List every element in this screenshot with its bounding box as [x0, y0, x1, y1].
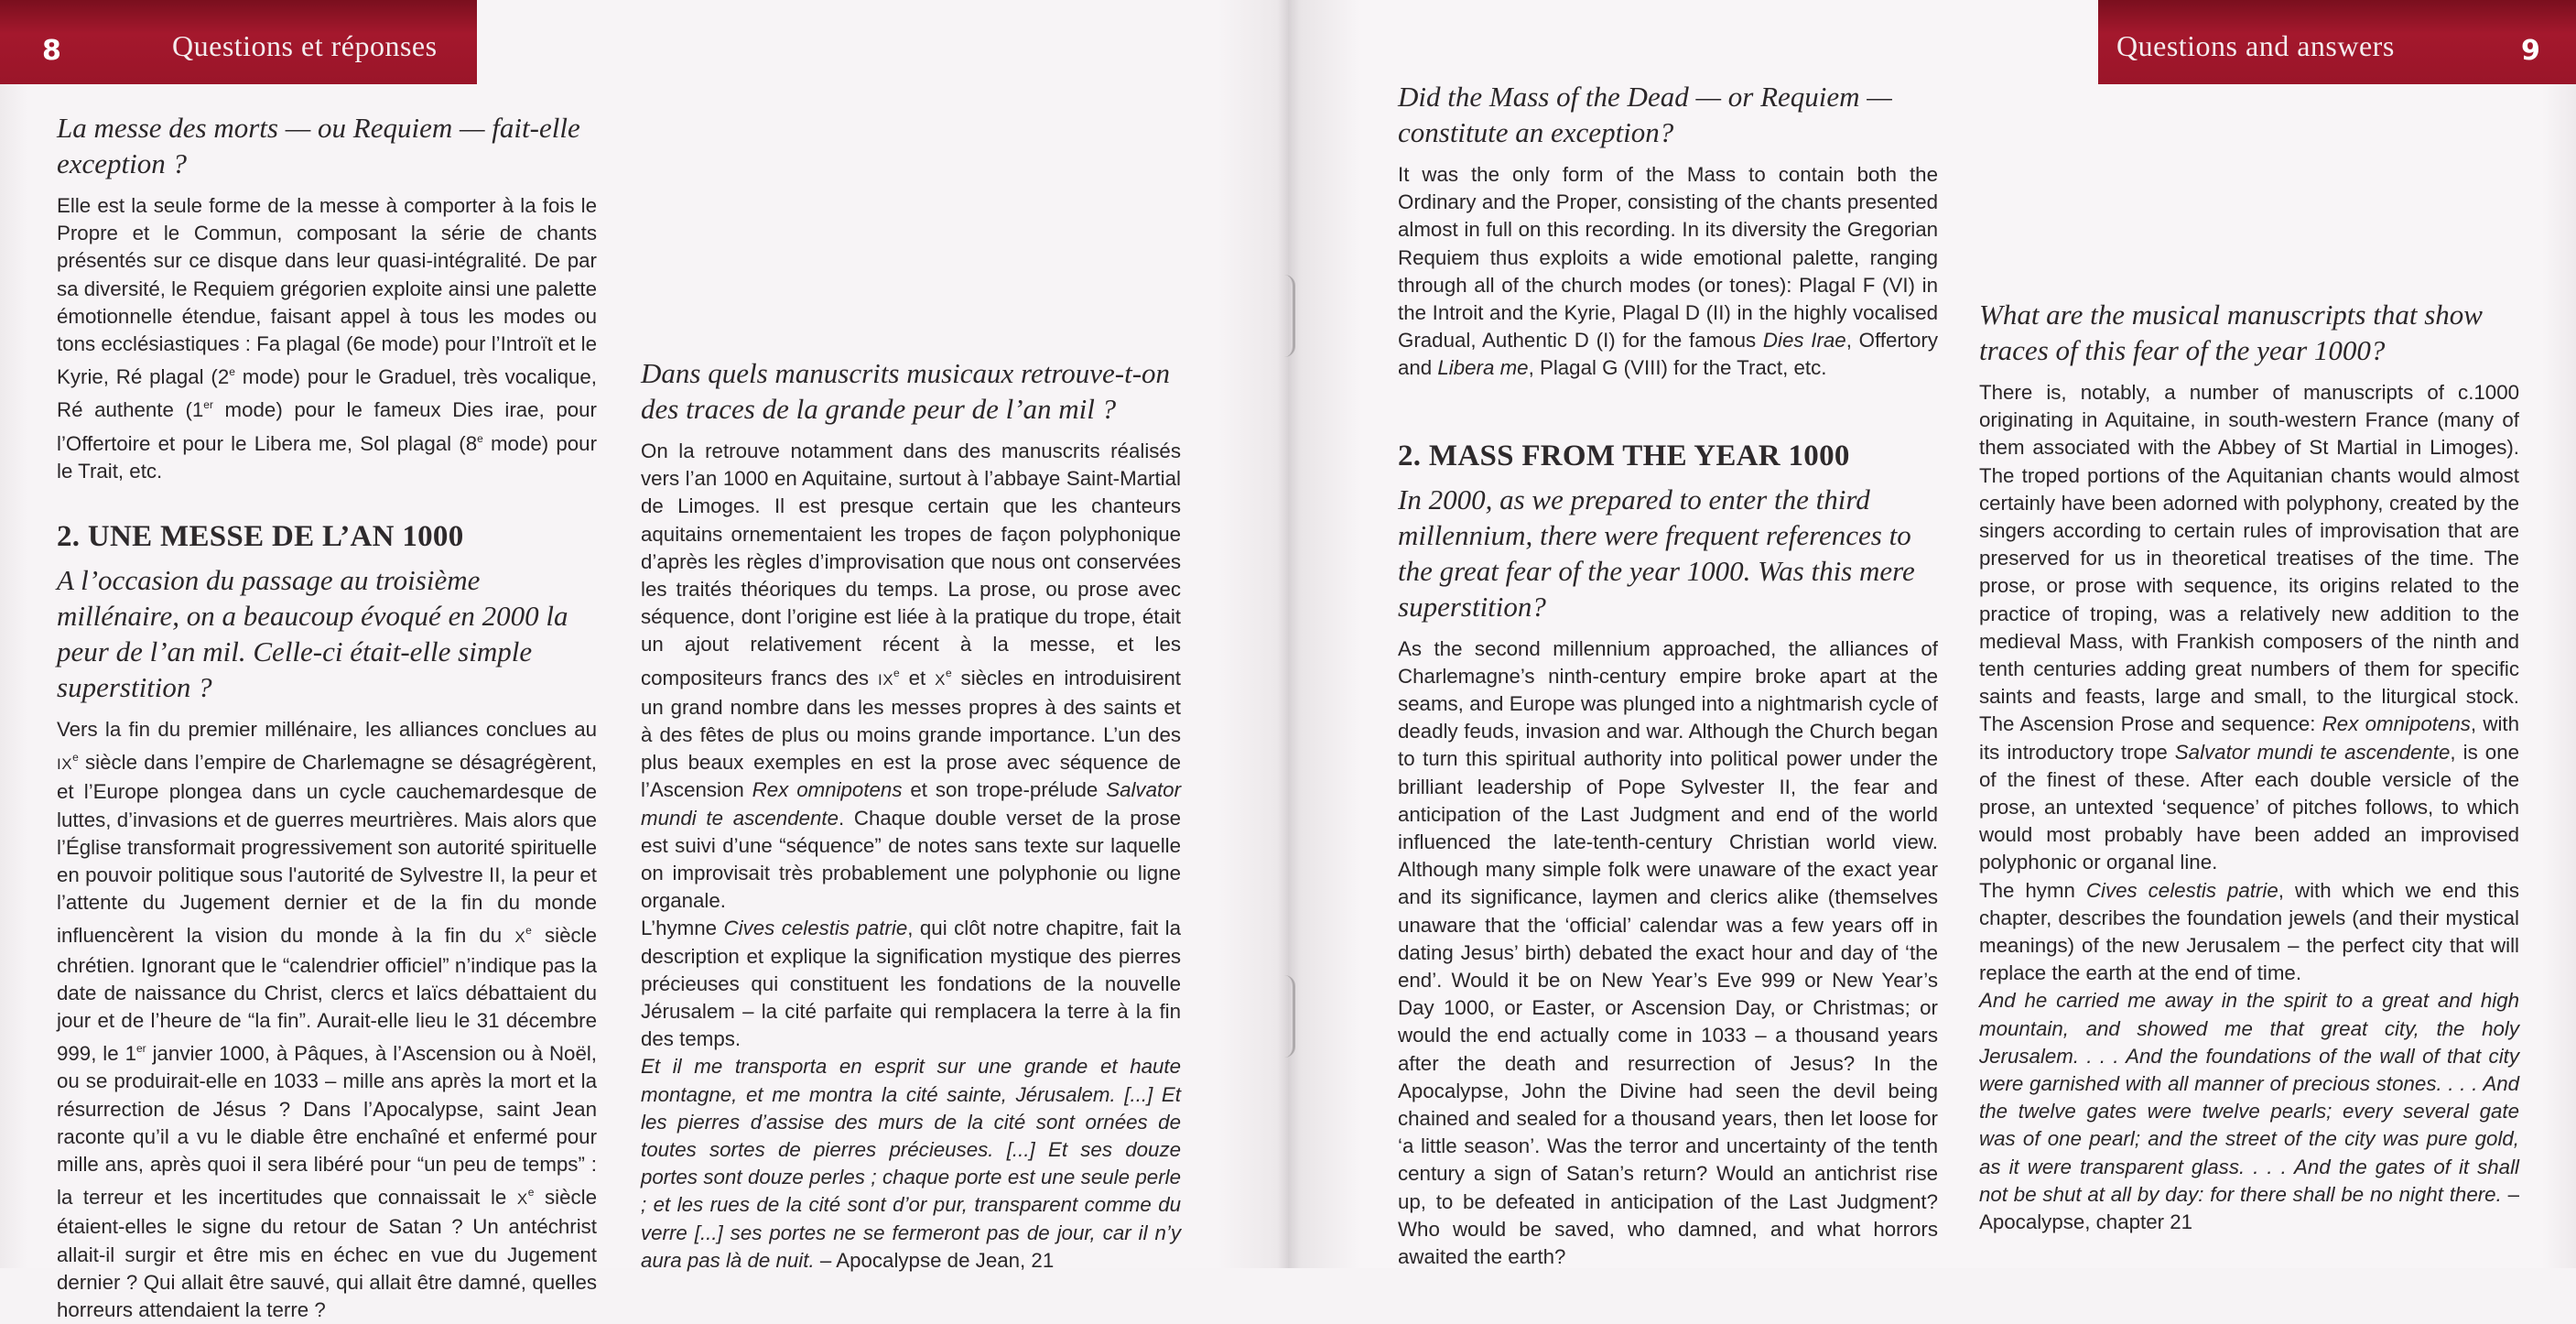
- body-paragraph: [1398, 635, 1938, 1272]
- question-heading: Dans quels manuscrits musicaux retrouve-t-on des traces de la grande peur de l’an mil ?: [641, 357, 1171, 425]
- text-run: Elle est la seule forme de la messe à comporter à la fois le Propre et le Commun, composant la série de chants présentés sur ce disque dans leur quasi-intégralité. De par sa diversité, le Requiem grégorien exploite ainsi une palette émotionnelle étendue, faisant appel à tous les modes ou tons ecclésiastiques : Fa plagal (6e mode) pour l’Introït et le Kyrie, Ré plagal (2: [57, 194, 597, 389]
- left-page-header: [0, 0, 477, 84]
- small-caps-run: X: [514, 928, 526, 947]
- small-caps-run: IX: [57, 755, 73, 774]
- text-run: mode) pour le Trait, etc.: [57, 431, 597, 483]
- body-paragraph: [1979, 877, 2519, 988]
- page-number: 8: [42, 35, 61, 67]
- superscript: e: [229, 365, 235, 379]
- text-run: siècle étaient-elles le signe du retour de Satan ? Un antéchrist allait-il surgir et être mis en échec en vue du Jugement dernier ? Qui allait être sauvé, qui allait être damné, quelles horreurs attendaient la terre ?: [57, 1186, 598, 1322]
- page-number: 9: [2521, 35, 2540, 67]
- italic-run: Salvator mundi te ascendente: [641, 778, 1181, 830]
- section-heading: 2. MASS FROM THE YEAR 1000: [1398, 439, 1850, 472]
- column-4: [1979, 297, 2519, 1236]
- body-paragraph: [57, 192, 597, 485]
- text-run: siècles en introduisirent un grand nombre dans les messes propres à des saints et à des fêtes de plus ou moins grande importance. L’un des plus beaux exemples en est la prose avec séquence de l’Ascension: [641, 666, 1181, 802]
- column-1: [57, 110, 597, 1324]
- quotation-paragraph: [641, 1053, 1181, 1275]
- text-run: On la retrouve notamment dans des manuscrits réalisés vers l’an 1000 en Aquitaine, surtout à l’abbaye Saint-Martial de Limoges. Il est presque certain que les chanteurs aquitains ornementaient les tropes de façon polyphonique d’après les règles d’improvisation que nous ont conservées les traités théoriques du temps. La prose, ou prose avec séquence, dont l’origine est liée à la pratique du trope, était un ajout relativement récent à la messe, et les compositeurs francs des: [641, 440, 1181, 689]
- small-caps-run: X: [516, 1190, 528, 1209]
- superscript: e: [72, 751, 79, 765]
- text-run: janvier 1000, à Pâques, à l’Ascension ou à Noël, ou se produirait-elle en 1033 – mille ans après la mort et la résurrection de Jésus ? Dans l’Apocalypse, saint Jean raconte qu’il a vu le diable être enchaîné et enfermé pour mille ans, après quoi il sera libéré pour “un peu de temps” : la terreur et les incertitudes que connaissait le: [57, 1042, 597, 1210]
- right-page-header: [2098, 0, 2576, 84]
- small-caps-run: X: [935, 670, 946, 689]
- text-run: It was the only form of the Mass to contain both the Ordinary and the Proper, consisting of the chants presented almost in full on this recording. In its diversity the Gregorian Requiem thus exploits a wide emotional palette, ranging through all of the church modes (or tones): Plagal F (VI) in the Introit and the Kyrie, Plagal D (II) in the highly vocalised Gradual, Authentic D (I) for the famous: [1398, 163, 1938, 353]
- italic-run: Rex omnipotens: [752, 778, 903, 802]
- body-paragraph: [1398, 161, 1938, 383]
- text-run: , with which we end this chapter, describes the foundation jewels (and their mystical meanings) of the new Jerusalem – the perfect city that will replace the earth at the end of time.: [1979, 878, 2519, 985]
- text-run: , Offertory and: [1398, 329, 1938, 380]
- text-run: As the second millennium approached, the alliances of Charlemagne’s ninth-century empire broke apart at the seams, and Europe was plunged into a nightmarish cycle of deadly feuds, invasion and war. Although the Church began to turn this spiritual authority into political power under the brilliant leadership of Pope Sylvester II, the fear and anticipation of the Last Judgment and end of the world influenced the late-tenth-century Christian world view. Although many simple folk were unaware of the exact year and its significance, laymen and clerics alike (themselves unaware that the ‘official’ calendar was a few years off in dating Jesus’ birth) debated the exact hour and day of ‘the end’. Would it be on New Year’s Eve 999 or New Year’s Day 1000, or Easter, or Ascension Day, or Christmas; or would the end actually come in 1033 – a thousand years after the death and resurrection of Jesus? In the Apocalypse, John the Divine had seen the devil being chained and sealed for a thousand years, then let loose for ‘a little season’. Was the terror and uncertainty of the tenth century a sign of Satan’s return? Would an antichrist rise up, to be defeated in anticipation of the Last Judgment? Who would be saved, who damned, and what horrors awaited the earth?: [1398, 636, 1938, 1269]
- italic-run: Et il me transporta en esprit sur une grande et haute montagne, et me montra la cité sainte, Jérusalem. [...] Et les pierres d’assise des murs de la cité sont ornées de toutes sortes de pierres précieuses. [...] Et ses douze portes sont douze perles ; chaque porte est une seule perle ; et les rues de la cité sont d’or pur, transparent comme du verre [...] ses portes ne se fermeront pas de jour, car il n’y aura pas là de nuit.: [641, 1055, 1181, 1272]
- body-paragraph: [641, 438, 1181, 915]
- text-run: The hymn: [1979, 878, 2086, 902]
- italic-run: Rex omnipotens: [2322, 712, 2471, 736]
- staple-mark: [1280, 275, 1295, 357]
- italic-run: Cives celestis patrie: [2085, 878, 2278, 902]
- superscript: e: [525, 924, 532, 938]
- text-run: – Apocalypse de Jean, 21: [814, 1248, 1055, 1272]
- text-run: et son trope-prélude: [902, 778, 1107, 802]
- superscript: e: [893, 666, 900, 679]
- quotation-paragraph: [1979, 987, 2519, 1236]
- superscript: e: [477, 431, 483, 445]
- header-title: Questions and answers: [2116, 29, 2395, 62]
- text-run: mode) pour le fameux Dies irae, pour l’Offertoire et pour le Libera me, Sol plagal (8: [57, 398, 597, 455]
- text-run: siècle dans l’empire de Charlemagne se désagrégèrent, et l’Europe plongea dans un cycle cauchemardesque de luttes, d’invasions et de guerres meurtrières. Mais alors que l’Église transformait progressivement son autorité spirituelle en pouvoir politique sous l'autorité de Sylvestre II, la peur et l’attente du Jugement dernier et de la fin du monde influencèrent la vision du monde à la fin du: [57, 751, 597, 948]
- body-paragraph: [641, 915, 1181, 1053]
- text-run: , with its introductory trope: [1979, 712, 2519, 764]
- text-run: . Chaque double verset de la prose est suivi d’une “séquence” de notes sans texte sur laquelle on improvisait très probablement une polyphonie ou ligne organale.: [641, 806, 1182, 913]
- superscript: e: [945, 666, 952, 679]
- text-run: L’hymne: [641, 917, 724, 940]
- question-heading: A l’occasion du passage au troisième millénaire, on a beaucoup évoqué en 2000 la peur de l’an mil. Celle-ci était-elle simple superstition ?: [57, 564, 568, 704]
- text-run: – Apocalypse, chapter 21: [1979, 1182, 2519, 1234]
- column-2: [641, 355, 1181, 1275]
- text-run: Vers la fin du premier millénaire, les alliances conclues au: [57, 718, 597, 742]
- body-paragraph: [57, 716, 597, 1324]
- question-heading: In 2000, as we prepared to enter the third millennium, there were frequent references to the great fear of the year 1000. Was this mere superstition?: [1398, 483, 1915, 623]
- question-heading: What are the musical manuscripts that show traces of this fear of the year 1000?: [1979, 298, 2483, 366]
- header-title: Questions et réponses: [172, 29, 438, 62]
- italic-run: Libera me: [1437, 356, 1529, 380]
- italic-run: Salvator mundi te ascendente: [2174, 740, 2451, 764]
- text-run: et: [899, 666, 936, 689]
- italic-run: And he carried me away in the spirit to a great and high mountain, and showed me that great city, the holy Jerusalem. . . . And the foundations of the wall of that city were garnished with all manner of precious stones. . . . And the twelve gates were twelve pearls; every several gate was of one pearl; and the street of the city was pure gold, as it were transparent glass. . . . And the gates of it shall not be shut at all by day: for there shall be no night there.: [1979, 989, 2519, 1206]
- text-run: mode) pour le Graduel, très vocalique, Ré authente (1: [57, 365, 597, 422]
- text-run: , Plagal G (VIII) for the Tract, etc.: [1528, 356, 1827, 380]
- body-paragraph: [1979, 379, 2519, 877]
- text-run: , qui clôt notre chapitre, fait la description et explique la signification mystique des pierres précieuses qui constituent les fondations de la nouvelle Jérusalem – la cité parfaite qui remplacera la terre à la fin des temps.: [641, 917, 1181, 1051]
- text-run: There is, notably, a number of manuscripts of c.1000 originating in Aquitaine, in south-western France (many of them associated with the Abbey of St Martial in Limoges). The troped portions of the Aquitanian chants would almost certainly have been adorned with polyphony, created by the singers according to certain rules of improvisation that are preserved for us in theoretical treatises of the time. The prose, or prose with sequence, its origins related to the practice of troping, was a relatively new addition to the medieval Mass, with Frankish composers of the ninth and tenth centuries adding great numbers of them for specific saints and feasts, large and small, to the liturgical stock. The Ascension Prose and sequence:: [1979, 381, 2519, 736]
- italic-run: Cives celestis patrie: [723, 917, 908, 940]
- superscript: er: [203, 398, 213, 412]
- small-caps-run: IX: [877, 670, 894, 689]
- question-heading: Did the Mass of the Dead — or Requiem — constitute an exception?: [1398, 81, 1892, 148]
- section-heading: 2. UNE MESSE DE L’AN 1000: [57, 520, 464, 554]
- column-3: [1398, 79, 1938, 1271]
- italic-run: Dies Irae: [1762, 329, 1846, 353]
- staple-mark: [1280, 975, 1295, 1058]
- text-run: siècle chrétien. Ignorant que le “calendrier officiel” n’indique pas la date de naissance du Christ, clercs et laïcs débattaient du jour et de l’heure de “la fin”. Aurait-elle lieu le 31 décembre 999, le 1: [57, 924, 597, 1066]
- superscript: e: [527, 1186, 535, 1199]
- question-heading: La messe des morts — ou Requiem — fait-elle exception ?: [57, 112, 580, 179]
- superscript: er: [135, 1042, 146, 1056]
- text-run: , is one of the finest of these. After each double versicle of the prose, an untexted ‘sequence’ of pitches follows, to which would most probably have been added an improvised polyphonic or organal line.: [1979, 740, 2520, 874]
